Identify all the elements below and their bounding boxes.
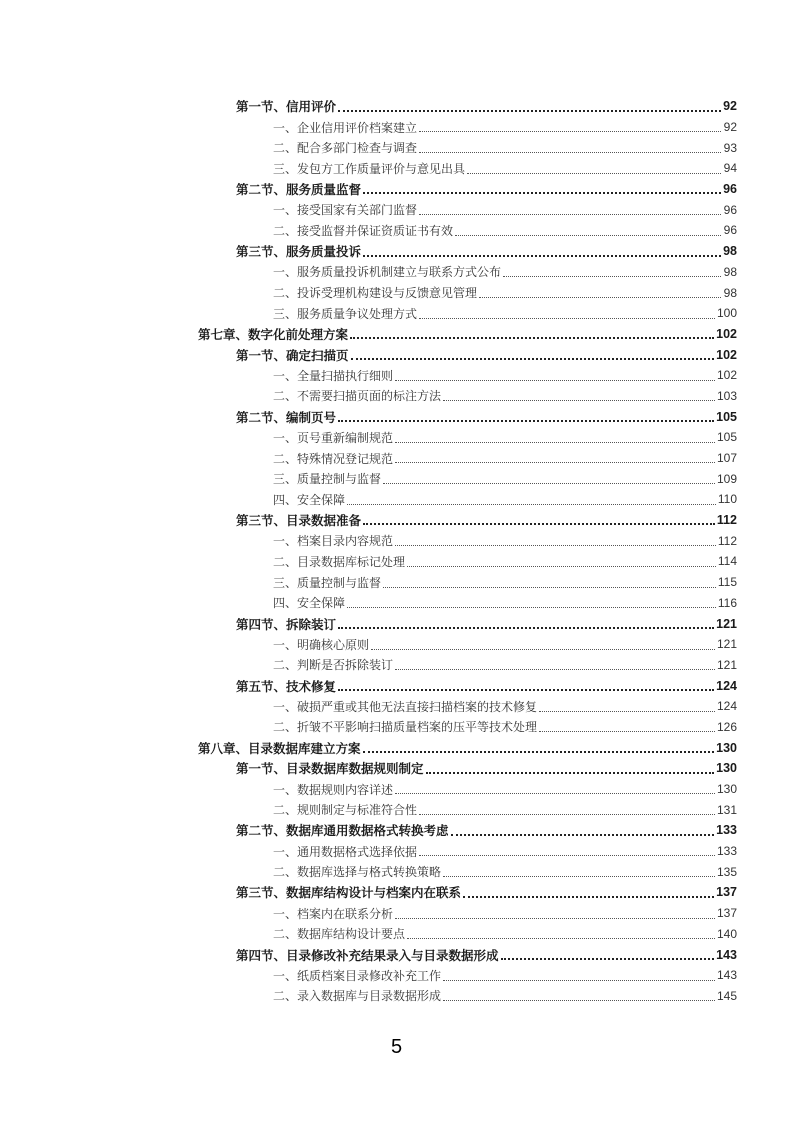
dot-leader	[338, 109, 721, 112]
toc-entry-page: 105	[716, 409, 737, 424]
toc-entry-title: 第四节、拆除装订	[236, 616, 337, 632]
toc-entry-title: 三、服务质量争议处理方式	[273, 306, 418, 321]
dot-leader	[383, 586, 716, 588]
dot-leader	[443, 979, 715, 981]
toc-entry-page: 137	[716, 906, 737, 921]
toc-entry-page: 135	[716, 864, 737, 879]
toc-entry-page: 121	[716, 616, 737, 631]
toc-entry-section[interactable]	[0, 882, 793, 903]
toc-entry-title: 第七章、数字化前处理方案	[198, 326, 349, 342]
toc-entry-section[interactable]	[0, 758, 793, 779]
toc-entry-page: 96	[723, 182, 737, 197]
dot-leader	[419, 317, 715, 319]
toc-entry-subsection[interactable]	[0, 593, 793, 614]
toc-entry-subsection[interactable]	[0, 137, 793, 158]
toc-entry-page: 98	[723, 264, 737, 279]
toc-entry-subsection[interactable]	[0, 779, 793, 800]
toc-entry-subsection[interactable]	[0, 117, 793, 138]
dot-leader	[419, 151, 721, 153]
toc-entry-subsection[interactable]	[0, 717, 793, 738]
dot-leader	[503, 275, 721, 277]
dot-leader	[443, 875, 715, 877]
dot-leader	[363, 191, 721, 194]
toc-entry-page: 96	[723, 202, 737, 217]
dot-leader	[350, 336, 714, 339]
toc-entry-title: 第五节、技术修复	[236, 678, 337, 694]
toc-entry-section[interactable]	[0, 944, 793, 965]
toc-entry-subsection[interactable]	[0, 468, 793, 489]
toc-entry-page: 103	[716, 388, 737, 403]
toc-entry-page: 121	[716, 637, 737, 652]
toc-entry-page: 140	[716, 926, 737, 941]
toc-entry-subsection[interactable]	[0, 303, 793, 324]
toc-entry-title: 三、质量控制与监督	[273, 575, 382, 590]
toc-entry-subsection[interactable]	[0, 655, 793, 676]
dot-leader	[395, 668, 715, 670]
toc-entry-title: 一、明确核心原则	[273, 637, 370, 652]
dot-leader	[479, 296, 721, 298]
toc-entry-subsection[interactable]	[0, 448, 793, 469]
toc-entry-title: 四、安全保障	[273, 596, 346, 611]
dot-leader	[443, 399, 715, 401]
toc-entry-subsection[interactable]	[0, 572, 793, 593]
toc-entry-page: 112	[717, 533, 737, 548]
toc-entry-title: 第二节、编制页号	[236, 409, 337, 425]
toc-entry-title: 四、安全保障	[273, 492, 346, 507]
toc-entry-title: 二、录入数据库与目录数据形成	[273, 989, 442, 1004]
dot-leader	[338, 419, 714, 422]
toc-entry-subsection[interactable]	[0, 365, 793, 386]
dot-leader	[363, 254, 721, 257]
toc-entry-page: 130	[716, 782, 737, 797]
toc-entry-subsection[interactable]	[0, 861, 793, 882]
toc-entry-page: 94	[723, 161, 737, 176]
toc-entry-subsection[interactable]	[0, 841, 793, 862]
dot-leader	[539, 730, 715, 732]
toc-entry-section[interactable]	[0, 406, 793, 427]
toc-entry-page: 96	[723, 223, 737, 238]
toc-entry-page: 145	[716, 988, 737, 1003]
dot-leader	[383, 482, 715, 484]
dot-leader	[395, 792, 715, 794]
toc-entry-title: 一、接受国家有关部门监督	[273, 203, 418, 218]
toc-entry-subsection[interactable]	[0, 199, 793, 220]
toc-entry-title: 二、不需要扫描页面的标注方法	[273, 389, 442, 404]
dot-leader	[363, 522, 715, 525]
toc-entry-page: 137	[716, 885, 737, 900]
dot-leader	[338, 626, 714, 629]
dot-leader	[407, 937, 715, 939]
toc-entry-page: 98	[723, 285, 737, 300]
toc-entry-subsection[interactable]	[0, 262, 793, 283]
toc-entry-title: 一、通用数据格式选择依据	[273, 844, 418, 859]
toc-entry-title: 二、特殊情况登记规范	[273, 451, 394, 466]
toc-entry-section[interactable]	[0, 675, 793, 696]
toc-entry-chapter[interactable]	[0, 737, 793, 758]
toc-entry-subsection[interactable]	[0, 220, 793, 241]
toc-entry-page: 116	[717, 595, 737, 610]
dot-leader	[395, 441, 715, 443]
page-number: 5	[390, 1036, 403, 1058]
toc-entry-page: 133	[716, 844, 737, 859]
toc-entry-subsection[interactable]	[0, 158, 793, 179]
toc-entry-section[interactable]	[0, 344, 793, 365]
dot-leader	[347, 503, 716, 505]
toc-entry-subsection[interactable]	[0, 551, 793, 572]
toc-entry-title: 三、质量控制与监督	[273, 472, 382, 487]
toc-entry-title: 第三节、目录数据准备	[236, 513, 362, 529]
toc-entry-title: 三、发包方工作质量评价与意见出具	[273, 161, 466, 176]
toc-entry-subsection[interactable]	[0, 282, 793, 303]
toc-entry-title: 二、目录数据库标记处理	[273, 554, 406, 569]
toc-entry-section[interactable]	[0, 96, 793, 117]
dot-leader	[363, 750, 715, 753]
dot-leader	[455, 234, 721, 236]
dot-leader	[395, 544, 716, 546]
toc-entry-subsection[interactable]	[0, 903, 793, 924]
toc-entry-page: 93	[723, 140, 737, 155]
dot-leader	[407, 565, 716, 567]
toc-entry-title: 第二节、服务质量监督	[236, 182, 362, 198]
toc-entry-page: 112	[716, 513, 737, 528]
toc-entry-subsection[interactable]	[0, 530, 793, 551]
toc-entry-title: 第一节、确定扫描页	[236, 347, 349, 363]
toc-entry-page: 105	[716, 430, 737, 445]
toc-entry-page: 124	[716, 678, 737, 693]
toc-entry-title: 一、数据规则内容详述	[273, 782, 394, 797]
toc-entry-page: 114	[717, 554, 737, 569]
toc-entry-page: 124	[716, 699, 737, 714]
dot-leader	[395, 461, 715, 463]
toc-entry-subsection[interactable]	[0, 965, 793, 986]
toc-entry-title: 一、全量扫描执行细则	[273, 368, 394, 383]
toc-entry-section[interactable]	[0, 613, 793, 634]
dot-leader	[467, 172, 721, 174]
dot-leader	[501, 957, 715, 960]
dot-leader	[539, 710, 715, 712]
toc-entry-title: 第四节、目录修改补充结果录入与目录数据形成	[236, 947, 499, 963]
toc-entry-subsection[interactable]	[0, 799, 793, 820]
toc-entry-title: 第一节、目录数据库数据规则制定	[236, 761, 424, 777]
toc-entry-title: 二、接受监督并保证资质证书有效	[273, 223, 454, 238]
toc-entry-subsection[interactable]	[0, 986, 793, 1007]
toc-entry-title: 第三节、服务质量投诉	[236, 244, 362, 260]
toc-entry-section[interactable]	[0, 820, 793, 841]
toc-entry-section[interactable]	[0, 510, 793, 531]
toc-entry-title: 一、纸质档案目录修改补充工作	[273, 968, 442, 983]
toc-entry-page: 143	[716, 968, 737, 983]
toc-entry-page: 143	[716, 947, 737, 962]
toc-entry-title: 二、折皱不平影响扫描质量档案的压平等技术处理	[273, 720, 538, 735]
toc-entry-subsection[interactable]	[0, 386, 793, 407]
toc-entry-title: 一、破损严重或其他无法直接扫描档案的技术修复	[273, 699, 538, 714]
dot-leader	[443, 999, 715, 1001]
toc-entry-page: 100	[716, 306, 737, 321]
dot-leader	[426, 771, 715, 774]
toc-entry-title: 一、页号重新编制规范	[273, 430, 394, 445]
toc-entry-page: 121	[716, 657, 737, 672]
toc-entry-page: 102	[716, 326, 737, 341]
toc-entry-subsection[interactable]	[0, 696, 793, 717]
toc-entry-title: 第一节、信用评价	[236, 99, 337, 115]
dot-leader	[463, 895, 714, 898]
dot-leader	[419, 130, 721, 132]
toc-entry-page: 110	[717, 492, 737, 507]
toc-entry-page: 92	[723, 120, 737, 135]
dot-leader	[395, 379, 715, 381]
toc-entry-page: 133	[716, 823, 737, 838]
dot-leader	[351, 357, 715, 360]
dot-leader	[419, 854, 715, 856]
toc-entry-title: 二、配合多部门检查与调查	[273, 141, 418, 156]
toc-entry-page: 92	[723, 99, 737, 114]
table-of-contents	[0, 96, 793, 1006]
dot-leader	[347, 606, 716, 608]
toc-entry-page: 126	[716, 719, 737, 734]
dot-leader	[338, 688, 714, 691]
toc-entry-subsection[interactable]	[0, 924, 793, 945]
toc-entry-chapter[interactable]	[0, 324, 793, 345]
toc-entry-title: 二、投诉受理机构建设与反馈意见管理	[273, 286, 478, 301]
dot-leader	[451, 833, 715, 836]
toc-entry-section[interactable]	[0, 241, 793, 262]
toc-entry-title: 第二节、数据库通用数据格式转换考虑	[236, 823, 449, 839]
dot-leader	[419, 213, 721, 215]
toc-entry-page: 130	[716, 740, 737, 755]
toc-entry-subsection[interactable]	[0, 427, 793, 448]
toc-entry-title: 第八章、目录数据库建立方案	[198, 740, 361, 756]
toc-entry-page: 107	[716, 451, 737, 466]
toc-entry-page: 102	[716, 347, 737, 362]
toc-entry-title: 二、判断是否拆除装订	[273, 658, 394, 673]
toc-entry-title: 二、数据库选择与格式转换策略	[273, 865, 442, 880]
toc-entry-page: 115	[717, 575, 737, 590]
toc-entry-subsection[interactable]	[0, 634, 793, 655]
dot-leader	[371, 648, 715, 650]
dot-leader	[395, 917, 715, 919]
toc-entry-page: 102	[716, 368, 737, 383]
toc-entry-title: 一、服务质量投诉机制建立与联系方式公布	[273, 265, 502, 280]
toc-entry-page: 131	[716, 802, 737, 817]
toc-entry-title: 一、档案内在联系分析	[273, 906, 394, 921]
dot-leader	[419, 813, 715, 815]
toc-entry-page: 130	[716, 761, 737, 776]
toc-entry-title: 一、企业信用评价档案建立	[273, 120, 418, 135]
toc-entry-section[interactable]	[0, 179, 793, 200]
toc-entry-page: 109	[716, 471, 737, 486]
toc-entry-subsection[interactable]	[0, 489, 793, 510]
toc-entry-title: 二、数据库结构设计要点	[273, 927, 406, 942]
toc-entry-title: 一、档案目录内容规范	[273, 534, 394, 549]
toc-entry-title: 第三节、数据库结构设计与档案内在联系	[236, 885, 462, 901]
toc-entry-title: 二、规则制定与标准符合性	[273, 803, 418, 818]
toc-entry-page: 98	[723, 244, 737, 259]
